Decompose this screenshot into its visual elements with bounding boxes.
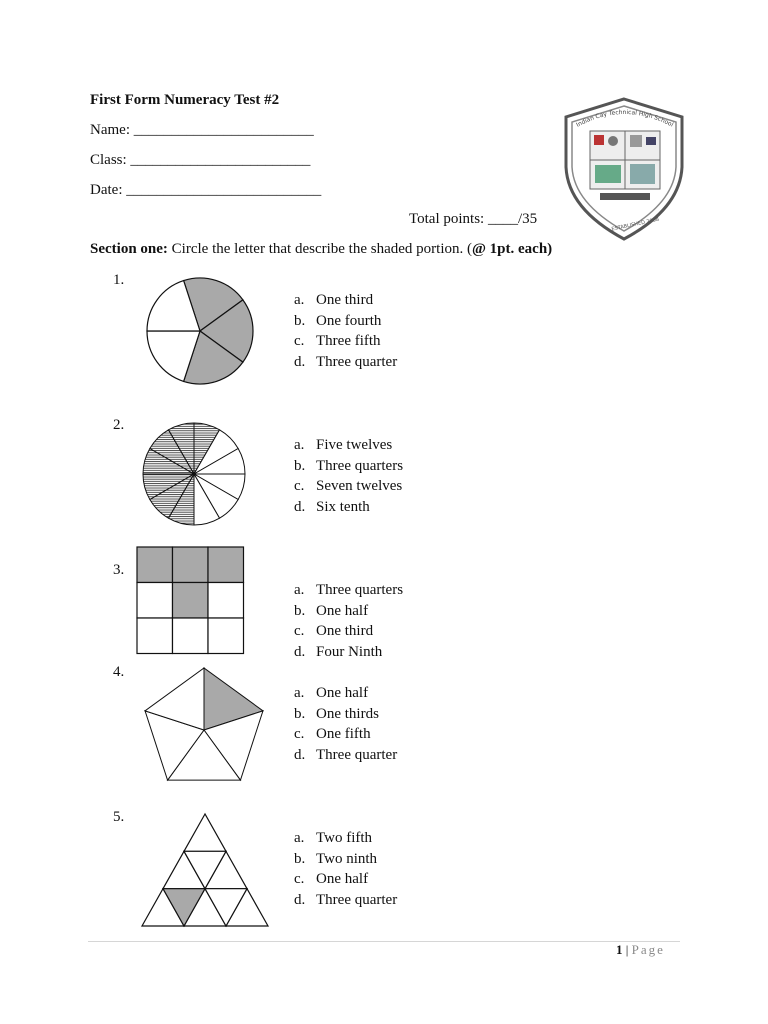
question-2-number: 2. (113, 417, 125, 433)
option-letter: c. (294, 333, 305, 350)
page-label: Page (631, 942, 665, 957)
option-1b[interactable] (294, 311, 397, 332)
total-points: Total points: ____/35 (409, 211, 538, 227)
option-2a[interactable] (294, 435, 403, 456)
shaded-cell (137, 547, 173, 583)
question-4-figure (138, 666, 268, 786)
question-1-figure (145, 276, 255, 386)
option-letter: b. (294, 312, 306, 329)
option-text: One half (316, 685, 369, 701)
shaded-cell (208, 547, 244, 583)
option-4c[interactable] (294, 724, 397, 745)
shaded-cell (173, 583, 209, 619)
footer-divider (88, 941, 680, 942)
option-letter: d. (294, 499, 306, 516)
option-1c[interactable] (294, 331, 397, 352)
option-3c[interactable] (294, 621, 403, 642)
option-text: One half (316, 871, 369, 888)
unshaded-cell (137, 618, 173, 654)
option-letter: b. (294, 705, 306, 722)
crest-arc-text: Indian Cay Technical High School (575, 108, 675, 129)
option-text: One half (316, 602, 369, 619)
option-text: Three quarter (316, 354, 398, 371)
option-3b[interactable] (294, 601, 403, 622)
option-4a[interactable] (294, 683, 397, 704)
option-letter: d. (294, 354, 306, 371)
question-1-number: 1. (113, 272, 125, 288)
option-letter: c. (294, 478, 305, 495)
option-text: One fifth (316, 726, 371, 743)
option-4b[interactable] (294, 704, 397, 725)
question-3-number: 3. (113, 562, 125, 578)
option-letter: c. (294, 623, 305, 640)
footer-separator: | (622, 942, 632, 957)
option-2c[interactable] (294, 476, 403, 497)
test-title: First Form Numeracy Test #2 (90, 92, 280, 108)
option-3d[interactable] (294, 642, 403, 663)
section-label: Section one: (90, 241, 168, 257)
option-1d[interactable] (294, 352, 397, 373)
option-letter: d. (294, 892, 306, 909)
question-4-number: 4. (113, 664, 125, 680)
option-letter: a. (294, 437, 305, 453)
page-footer (616, 942, 665, 958)
question-5-number: 5. (113, 809, 125, 825)
section-heading (90, 241, 552, 258)
question-5-figure (141, 812, 271, 928)
option-letter: c. (294, 871, 305, 888)
option-letter: d. (294, 747, 306, 764)
question-2-options (294, 435, 403, 518)
option-letter: c. (294, 726, 305, 743)
option-letter: d. (294, 644, 306, 661)
option-letter: a. (294, 685, 305, 701)
option-letter: b. (294, 457, 306, 474)
option-text: Six tenth (316, 499, 370, 516)
option-text: Three quarters (316, 457, 404, 474)
option-5d[interactable] (294, 890, 397, 911)
class-field[interactable]: Class: ________________________ (90, 152, 311, 168)
option-text: Seven twelves (316, 478, 403, 495)
option-text: One fourth (316, 312, 382, 329)
question-3-figure (136, 546, 244, 656)
shaded-cell (173, 547, 209, 583)
option-text: One thirds (316, 705, 379, 722)
question-5-options (294, 828, 397, 911)
page-number: 1 (616, 942, 623, 957)
question-1-options (294, 290, 397, 373)
option-letter: b. (294, 602, 306, 619)
question-4-options (294, 683, 397, 766)
option-letter: a. (294, 292, 305, 308)
section-instruction: Circle the letter that describe the shaded portion. ( (167, 241, 472, 257)
option-text: Two fifth (316, 830, 373, 846)
section-points-note: @ 1pt. each) (471, 241, 553, 257)
option-5b[interactable] (294, 849, 397, 870)
option-2d[interactable] (294, 497, 403, 518)
crest-est-text: ESTABLISHED 2008 (611, 216, 660, 233)
option-text: Three quarters (316, 582, 404, 598)
question-3-options (294, 580, 403, 663)
school-crest-logo (560, 97, 690, 242)
option-text: One third (316, 292, 374, 308)
unshaded-cell (137, 583, 173, 619)
unshaded-cell (173, 618, 209, 654)
option-text: Three quarter (316, 747, 398, 764)
option-2b[interactable] (294, 456, 403, 477)
option-text: Three quarter (316, 892, 398, 909)
option-1a[interactable] (294, 290, 397, 311)
name-field[interactable]: Name: ________________________ (90, 122, 314, 138)
option-text: Four Ninth (316, 644, 383, 661)
unshaded-triangle (184, 814, 226, 851)
option-5a[interactable] (294, 828, 397, 849)
unshaded-cell (208, 618, 244, 654)
option-4d[interactable] (294, 745, 397, 766)
option-5c[interactable] (294, 869, 397, 890)
option-text: Two ninth (316, 850, 378, 867)
unshaded-cell (208, 583, 244, 619)
option-text: Five twelves (316, 437, 393, 453)
question-2-figure (141, 421, 247, 527)
option-text: One third (316, 623, 374, 640)
option-letter: a. (294, 582, 305, 598)
option-3a[interactable] (294, 580, 403, 601)
option-text: Three fifth (316, 333, 381, 350)
option-letter: a. (294, 830, 305, 846)
option-letter: b. (294, 850, 306, 867)
date-field[interactable]: Date: __________________________ (90, 182, 322, 198)
